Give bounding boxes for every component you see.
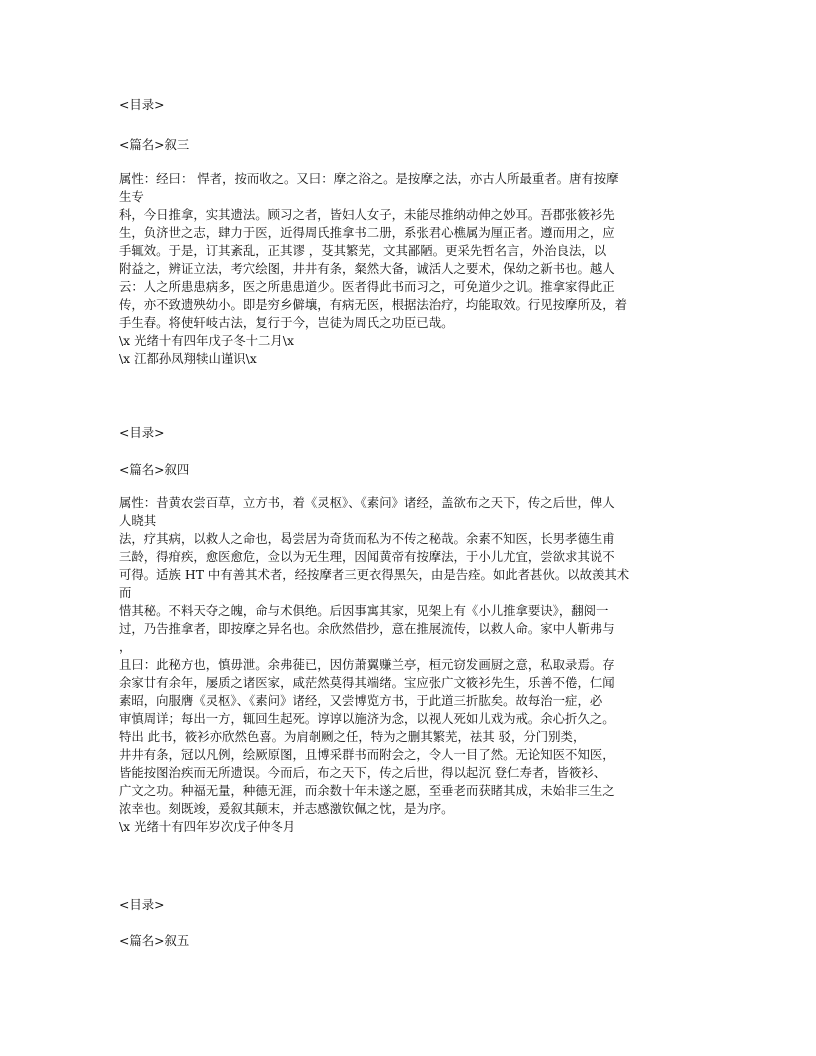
chapter-title: <篇名>叙三 <box>119 137 190 152</box>
body-line: 而 <box>119 585 132 600</box>
date-line: \x 光绪十有四年戊子冬十二月\x <box>119 333 294 348</box>
body-line: 法，疗其病，以救人之命也，曷尝居为奇货而私为不传之秘哉。余素不知医，长男孝德生甫 <box>119 531 615 546</box>
body-line: 可得。适族 HT 中有善其术者，经按摩者三更衣得黑矢，由是告痊。如此者甚伙。以故羡其术 <box>119 567 630 582</box>
body-line: 三龄，得疳疾，愈医愈危，佥以为无生理，因闻黄帝有按摩法，于小儿尤宜，尝欲求其说不 <box>119 549 615 564</box>
signature-line: \x 江都孙凤翔犊山谨识\x <box>119 351 257 366</box>
body-line: 科，今日推拿，实其遗法。顾习之者，皆妇人女子，未能尽推纳动伸之妙耳。吾郡张筱衫先 <box>119 207 615 222</box>
body-line: 生专 <box>119 189 144 204</box>
body-line: ， <box>119 639 132 654</box>
toc-label: <目录> <box>119 97 165 112</box>
body-line: 惜其秘。不料天夺之魄，命与术俱绝。后因事寓其家，见架上有《小儿推拿要诀》，翻阅一 <box>119 603 609 618</box>
chapter-title: <篇名>叙五 <box>119 933 190 948</box>
body-line: 井井有条，冠以凡例，绘厥原图，且博采群书而附会之，令人一目了然。无论知医不知医， <box>119 747 615 762</box>
body-line: 属性：昔黄农尝百草，立方书，着《灵枢》、《素问》诸经，盖欲布之天下，传之后世，俾人 <box>119 495 615 510</box>
body-line: 手生春。将使轩岐古法，复行于今，岂徒为周氏之功臣已哉。 <box>119 315 454 330</box>
body-line: 过，乃告推拿者，即按摩之异名也。余欣然借抄，意在推展流传，以救人命。家中人靳弗与 <box>119 621 615 636</box>
body-line: 生，负济世之志，肆力于医，近得周氏推拿书二册，系张君心樵属为厘正者。遵而用之，应 <box>119 225 615 240</box>
body-line: 余家廿有余年，屡质之诸医家，咸茫然莫得其端绪。宝应张广文筱衫先生，乐善不倦，仁闻 <box>119 675 615 690</box>
body-line: 浓幸也。刻既竣，爰叙其颠末，并志感激钦佩之忱，是为序。 <box>119 801 454 816</box>
body-line: 广文之功。种福无量，种德无涯，而余数十年未遂之愿，至垂老而获睹其成，未始非三生之 <box>119 783 615 798</box>
toc-label: <目录> <box>119 425 165 440</box>
body-line: 素昭，向服膺《灵枢》、《素问》诸经，又尝博览方书，于此道三折肱矣。故每治一症，必 <box>119 693 603 708</box>
body-line: 云：人之所患患病多，医之所患患道少。医者得此书而习之，可免道少之讥。推拿家得此正 <box>119 279 615 294</box>
body-line: 属性：经曰： 悍者，按而收之。又曰：摩之浴之。是按摩之法，亦古人所最重者。唐有按摩 <box>119 171 619 186</box>
body-line: 人晓其 <box>119 513 157 528</box>
body-line: 附益之，辨证立法，考穴绘图，井井有条，粲然大备，诚活人之要术，保幼之新书也。越人 <box>119 261 615 276</box>
body-line: 皆能按图治疾而无所遗误。今而后，布之天下，传之后世，得以起沉 登仁寿者，皆筱衫、 <box>119 765 607 780</box>
toc-label: <目录> <box>119 897 165 912</box>
body-line: 且曰：此秘方也，慎毋泄。余弗蓰已，因仿萧翼赚兰亭，桓元窃发画厨之意，私取录焉。存 <box>119 657 615 672</box>
body-line: 手辄效。于是，订其紊乱，正其谬 ，芟其繁芜，文其鄙陋。更采先哲名言，外治良法，以 <box>119 243 607 258</box>
body-line: 审慎周详；每出一方，辄回生起死。谆谆以施济为念，以视人死如儿戏为戒。余心折久之。 <box>119 711 615 726</box>
body-line: 传，亦不致遗殃幼小。即是穷乡僻壤，有病无医，根据法治疗，均能取效。行见按摩所及，着 <box>119 297 628 312</box>
chapter-title: <篇名>叙四 <box>119 462 190 477</box>
body-line: 特出 此书，筱衫亦欣然色喜。为肩剞劂之任，特为之删其繁芜，祛其 驳，分门别类， <box>119 729 586 744</box>
date-line: \x 光绪十有四年岁次戊子仲冬月 <box>119 819 296 834</box>
